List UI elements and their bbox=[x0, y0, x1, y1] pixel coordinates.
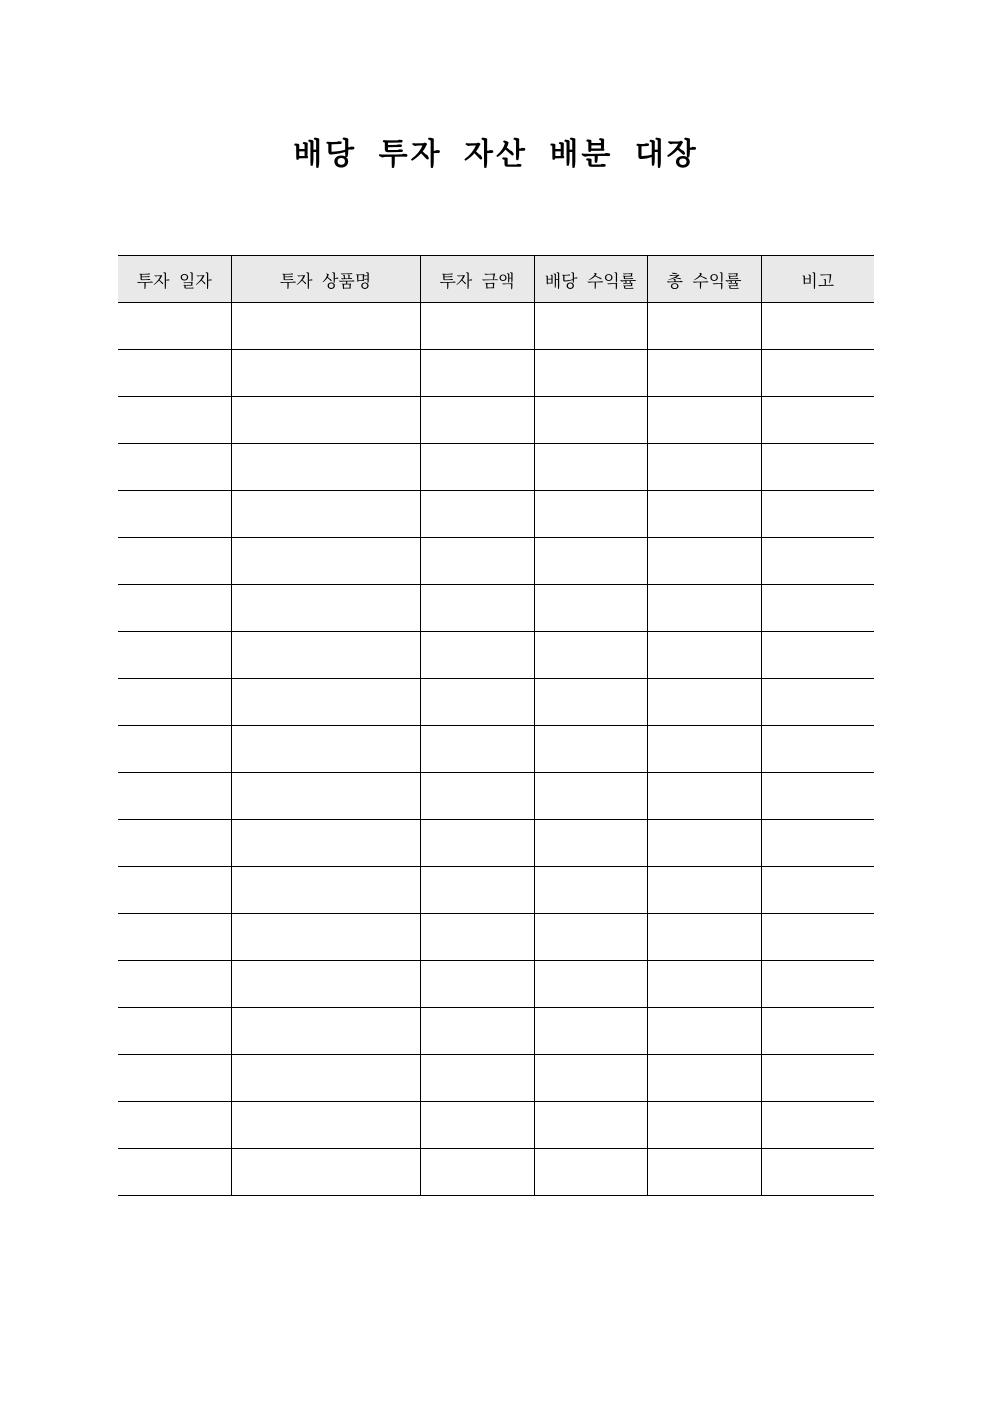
cell-dividend-yield[interactable] bbox=[534, 632, 647, 679]
cell-product-name[interactable] bbox=[231, 961, 420, 1008]
cell-product-name[interactable] bbox=[231, 303, 420, 350]
cell-total-return[interactable] bbox=[647, 773, 761, 820]
cell-remarks[interactable] bbox=[761, 773, 874, 820]
cell-total-return[interactable] bbox=[647, 303, 761, 350]
cell-investment-amount[interactable] bbox=[420, 444, 534, 491]
cell-investment-amount[interactable] bbox=[420, 585, 534, 632]
cell-remarks[interactable] bbox=[761, 632, 874, 679]
cell-investment-date[interactable] bbox=[118, 820, 231, 867]
cell-product-name[interactable] bbox=[231, 679, 420, 726]
cell-total-return[interactable] bbox=[647, 1102, 761, 1149]
cell-investment-amount[interactable] bbox=[420, 773, 534, 820]
table-row bbox=[118, 914, 874, 961]
cell-total-return[interactable] bbox=[647, 632, 761, 679]
cell-product-name[interactable] bbox=[231, 1149, 420, 1196]
cell-remarks[interactable] bbox=[761, 1008, 874, 1055]
header-investment-amount: 투자 금액 bbox=[420, 256, 534, 303]
cell-remarks[interactable] bbox=[761, 820, 874, 867]
cell-dividend-yield[interactable] bbox=[534, 585, 647, 632]
table-row bbox=[118, 444, 874, 491]
cell-investment-date[interactable] bbox=[118, 1055, 231, 1102]
cell-investment-date[interactable] bbox=[118, 585, 231, 632]
table-row bbox=[118, 350, 874, 397]
cell-remarks[interactable] bbox=[761, 538, 874, 585]
cell-remarks[interactable] bbox=[761, 867, 874, 914]
cell-investment-date[interactable] bbox=[118, 773, 231, 820]
cell-remarks[interactable] bbox=[761, 397, 874, 444]
cell-investment-amount[interactable] bbox=[420, 632, 534, 679]
cell-dividend-yield[interactable] bbox=[534, 773, 647, 820]
cell-dividend-yield[interactable] bbox=[534, 397, 647, 444]
cell-dividend-yield[interactable] bbox=[534, 491, 647, 538]
table-row bbox=[118, 867, 874, 914]
cell-remarks[interactable] bbox=[761, 726, 874, 773]
header-dividend-yield: 배당 수익률 bbox=[534, 256, 647, 303]
cell-investment-date[interactable] bbox=[118, 538, 231, 585]
cell-dividend-yield[interactable] bbox=[534, 350, 647, 397]
cell-remarks[interactable] bbox=[761, 585, 874, 632]
cell-dividend-yield[interactable] bbox=[534, 820, 647, 867]
cell-product-name[interactable] bbox=[231, 491, 420, 538]
cell-total-return[interactable] bbox=[647, 491, 761, 538]
cell-investment-date[interactable] bbox=[118, 303, 231, 350]
header-remarks: 비고 bbox=[761, 256, 874, 303]
cell-investment-amount[interactable] bbox=[420, 397, 534, 444]
cell-remarks[interactable] bbox=[761, 1149, 874, 1196]
cell-total-return[interactable] bbox=[647, 350, 761, 397]
cell-total-return[interactable] bbox=[647, 397, 761, 444]
cell-product-name[interactable] bbox=[231, 773, 420, 820]
cell-product-name[interactable] bbox=[231, 867, 420, 914]
cell-dividend-yield[interactable] bbox=[534, 1102, 647, 1149]
cell-investment-date[interactable] bbox=[118, 914, 231, 961]
table-row bbox=[118, 491, 874, 538]
cell-dividend-yield[interactable] bbox=[534, 538, 647, 585]
cell-product-name[interactable] bbox=[231, 1008, 420, 1055]
header-total-return: 총 수익률 bbox=[647, 256, 761, 303]
cell-total-return[interactable] bbox=[647, 726, 761, 773]
cell-product-name[interactable] bbox=[231, 350, 420, 397]
cell-investment-date[interactable] bbox=[118, 632, 231, 679]
cell-product-name[interactable] bbox=[231, 914, 420, 961]
cell-remarks[interactable] bbox=[761, 1102, 874, 1149]
header-row bbox=[118, 256, 874, 303]
cell-remarks[interactable] bbox=[761, 1055, 874, 1102]
page-title: 배당 투자 자산 배분 대장 bbox=[293, 137, 699, 172]
cell-total-return[interactable] bbox=[647, 1055, 761, 1102]
table-row bbox=[118, 1102, 874, 1149]
cell-dividend-yield[interactable] bbox=[534, 1055, 647, 1102]
cell-total-return[interactable] bbox=[647, 679, 761, 726]
cell-investment-date[interactable] bbox=[118, 444, 231, 491]
cell-dividend-yield[interactable] bbox=[534, 867, 647, 914]
cell-investment-amount[interactable] bbox=[420, 1055, 534, 1102]
table-row bbox=[118, 1149, 874, 1196]
cell-investment-amount[interactable] bbox=[420, 867, 534, 914]
cell-investment-amount[interactable] bbox=[420, 1149, 534, 1196]
cell-product-name[interactable] bbox=[231, 397, 420, 444]
cell-total-return[interactable] bbox=[647, 444, 761, 491]
cell-dividend-yield[interactable] bbox=[534, 1008, 647, 1055]
table-row bbox=[118, 679, 874, 726]
cell-total-return[interactable] bbox=[647, 961, 761, 1008]
table-row bbox=[118, 397, 874, 444]
cell-investment-amount[interactable] bbox=[420, 491, 534, 538]
cell-dividend-yield[interactable] bbox=[534, 726, 647, 773]
cell-investment-amount[interactable] bbox=[420, 350, 534, 397]
cell-investment-amount[interactable] bbox=[420, 1102, 534, 1149]
table-row bbox=[118, 726, 874, 773]
table-row bbox=[118, 961, 874, 1008]
cell-product-name[interactable] bbox=[231, 632, 420, 679]
cell-investment-amount[interactable] bbox=[420, 726, 534, 773]
cell-investment-date[interactable] bbox=[118, 397, 231, 444]
cell-remarks[interactable] bbox=[761, 350, 874, 397]
cell-dividend-yield[interactable] bbox=[534, 303, 647, 350]
cell-investment-amount[interactable] bbox=[420, 914, 534, 961]
cell-product-name[interactable] bbox=[231, 820, 420, 867]
cell-investment-amount[interactable] bbox=[420, 538, 534, 585]
cell-product-name[interactable] bbox=[231, 1055, 420, 1102]
table-row bbox=[118, 632, 874, 679]
cell-investment-amount[interactable] bbox=[420, 303, 534, 350]
cell-dividend-yield[interactable] bbox=[534, 961, 647, 1008]
cell-total-return[interactable] bbox=[647, 867, 761, 914]
cell-remarks[interactable] bbox=[761, 444, 874, 491]
cell-investment-amount[interactable] bbox=[420, 679, 534, 726]
table-row bbox=[118, 773, 874, 820]
ledger-table bbox=[118, 255, 874, 1196]
cell-total-return[interactable] bbox=[647, 820, 761, 867]
table-row bbox=[118, 820, 874, 867]
cell-product-name[interactable] bbox=[231, 726, 420, 773]
cell-dividend-yield[interactable] bbox=[534, 1149, 647, 1196]
cell-product-name[interactable] bbox=[231, 444, 420, 491]
table-body bbox=[118, 303, 874, 1196]
header-product-name: 투자 상품명 bbox=[231, 256, 420, 303]
cell-dividend-yield[interactable] bbox=[534, 444, 647, 491]
cell-investment-date[interactable] bbox=[118, 1102, 231, 1149]
table-row bbox=[118, 585, 874, 632]
cell-investment-date[interactable] bbox=[118, 726, 231, 773]
cell-remarks[interactable] bbox=[761, 914, 874, 961]
cell-product-name[interactable] bbox=[231, 1102, 420, 1149]
cell-investment-date[interactable] bbox=[118, 961, 231, 1008]
cell-product-name[interactable] bbox=[231, 538, 420, 585]
cell-investment-date[interactable] bbox=[118, 1149, 231, 1196]
cell-dividend-yield[interactable] bbox=[534, 679, 647, 726]
cell-investment-amount[interactable] bbox=[420, 1008, 534, 1055]
cell-investment-amount[interactable] bbox=[420, 820, 534, 867]
cell-investment-amount[interactable] bbox=[420, 961, 534, 1008]
table-row bbox=[118, 303, 874, 350]
cell-investment-date[interactable] bbox=[118, 350, 231, 397]
cell-total-return[interactable] bbox=[647, 1008, 761, 1055]
cell-remarks[interactable] bbox=[761, 303, 874, 350]
cell-remarks[interactable] bbox=[761, 491, 874, 538]
cell-remarks[interactable] bbox=[761, 961, 874, 1008]
cell-investment-date[interactable] bbox=[118, 1008, 231, 1055]
cell-total-return[interactable] bbox=[647, 538, 761, 585]
cell-investment-date[interactable] bbox=[118, 491, 231, 538]
cell-product-name[interactable] bbox=[231, 585, 420, 632]
table-row bbox=[118, 1008, 874, 1055]
cell-remarks[interactable] bbox=[761, 679, 874, 726]
table-row bbox=[118, 1055, 874, 1102]
cell-total-return[interactable] bbox=[647, 1149, 761, 1196]
cell-total-return[interactable] bbox=[647, 914, 761, 961]
cell-dividend-yield[interactable] bbox=[534, 914, 647, 961]
header-investment-date: 투자 일자 bbox=[118, 256, 231, 303]
cell-total-return[interactable] bbox=[647, 585, 761, 632]
table-row bbox=[118, 538, 874, 585]
cell-investment-date[interactable] bbox=[118, 679, 231, 726]
cell-investment-date[interactable] bbox=[118, 867, 231, 914]
